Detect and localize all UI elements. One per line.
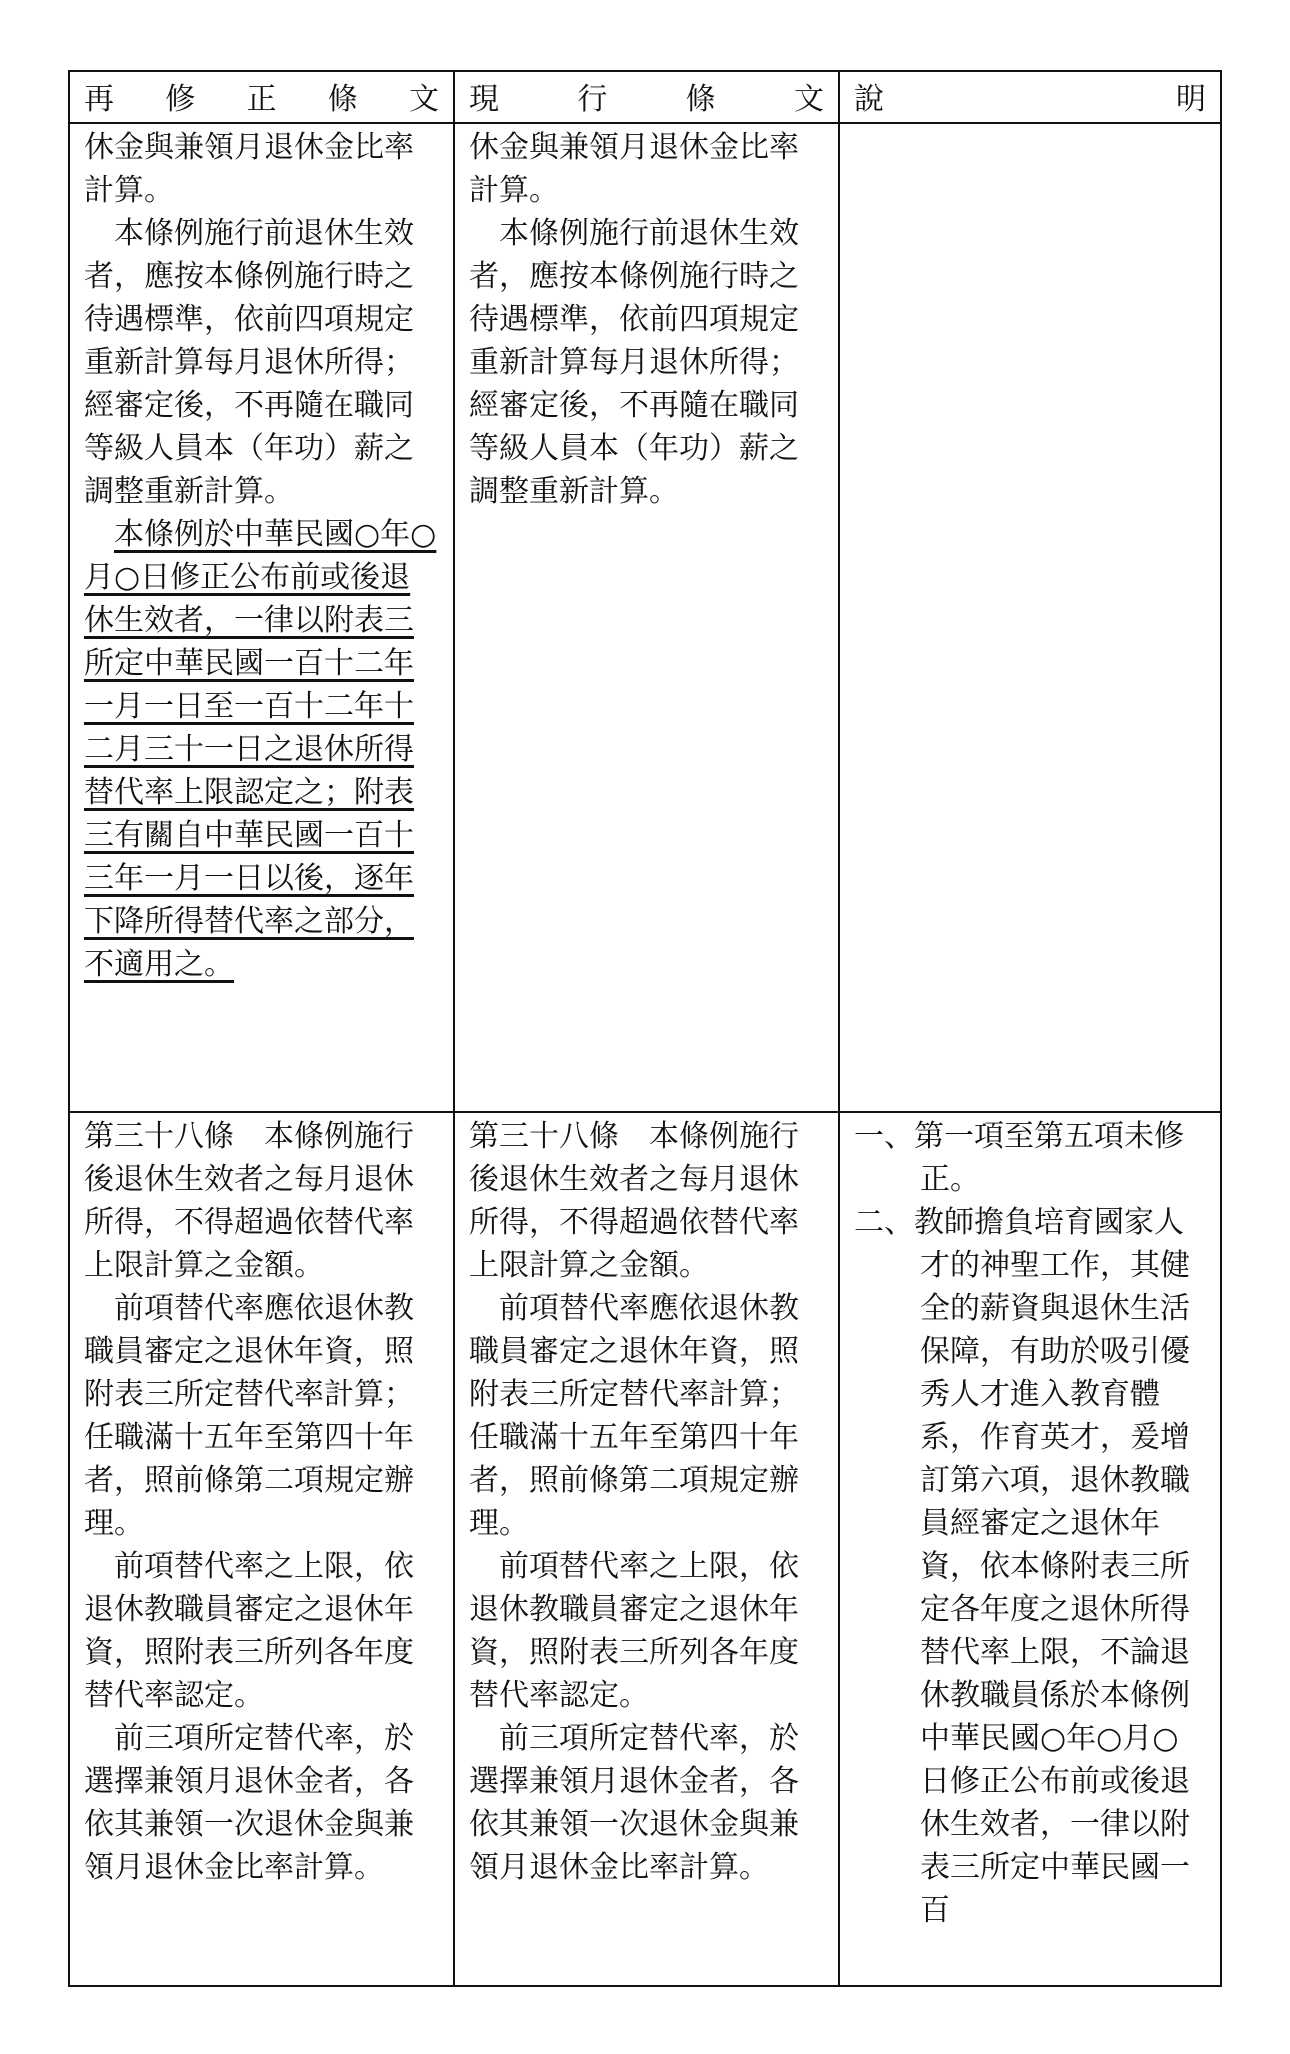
revised-paragraph: 第三十八條 本條例施行後退休生效者之每月退休所得，不得超過依替代率上限計算之金額。 — [84, 1119, 414, 1283]
comparison-table — [68, 70, 1222, 1987]
explanation-note: 一、第一項至第五項未修正。 — [854, 1119, 1184, 1197]
header-row — [69, 71, 1221, 123]
revised-paragraph: 前項替代率之上限，依退休教職員審定之退休年資，照附表三所列各年度替代率認定。 — [84, 1549, 414, 1713]
explanation-note: 二、教師擔負培育國家人才的神聖工作，其健全的薪資與退休生活保障，有助於吸引優秀人才進入教育體系，作育英才，爰增訂第六項，退休教職員經審定之退休年資，依本條附表三所定各年度之退休所得替代率上限，不論退休教職員係於本條例中華民國○年○月○日修正公布前或後退休生效者，一律以附表三所定中華民國一百 — [854, 1205, 1190, 1928]
current-paragraph: 前項替代率應依退休教職員審定之退休年資，照附表三所定替代率計算；任職滿十五年至第四十年者，照前條第二項規定辦理。 — [469, 1291, 799, 1541]
current-paragraph: 前三項所定替代率，於選擇兼領月退休金者，各依其兼領一次退休金與兼領月退休金比率計算。 — [469, 1721, 799, 1885]
header-current: 現 行 條 文 — [454, 71, 839, 123]
revised-added-paragraph: 本條例於中華民國○年○月○日修正公布前或後退休生效者，一律以附表三所定中華民國一百十二年一月一日至一百十二年十二月三十一日之退休所得替代率上限認定之；附表三有關自中華民國一百十三年一月一日以後，逐年下降所得替代率之部分，不適用之。 — [84, 517, 437, 982]
current-paragraph: 休金與兼領月退休金比率計算。 — [469, 130, 799, 208]
explanation-cell — [839, 1112, 1221, 1986]
revised-paragraph: 前項替代率應依退休教職員審定之退休年資，照附表三所定替代率計算；任職滿十五年至第四十年者，照前條第二項規定辦理。 — [84, 1291, 414, 1541]
table-row — [69, 1112, 1221, 1986]
explanation-cell — [839, 123, 1221, 1112]
current-paragraph: 前項替代率之上限，依退休教職員審定之退休年資，照附表三所列各年度替代率認定。 — [469, 1549, 799, 1713]
current-paragraph: 第三十八條 本條例施行後退休生效者之每月退休所得，不得超過依替代率上限計算之金額。 — [469, 1119, 799, 1283]
table-row — [69, 123, 1221, 1112]
header-revised: 再 修 正 條 文 — [69, 71, 454, 123]
revised-paragraph: 休金與兼領月退休金比率計算。 — [84, 130, 414, 208]
current-cell — [454, 123, 839, 1112]
current-paragraph: 本條例施行前退休生效者，應按本條例施行時之待遇標準，依前四項規定重新計算每月退休所得；經審定後，不再隨在職同等級人員本（年功）薪之調整重新計算。 — [469, 216, 799, 509]
revised-paragraph: 前三項所定替代率，於選擇兼領月退休金者，各依其兼領一次退休金與兼領月退休金比率計算。 — [84, 1721, 414, 1885]
revised-cell — [69, 1112, 454, 1986]
header-explanation: 說 明 — [839, 71, 1221, 123]
revised-cell — [69, 123, 454, 1112]
revised-paragraph: 本條例施行前退休生效者，應按本條例施行時之待遇標準，依前四項規定重新計算每月退休所得；經審定後，不再隨在職同等級人員本（年功）薪之調整重新計算。 — [84, 216, 414, 509]
current-cell — [454, 1112, 839, 1986]
